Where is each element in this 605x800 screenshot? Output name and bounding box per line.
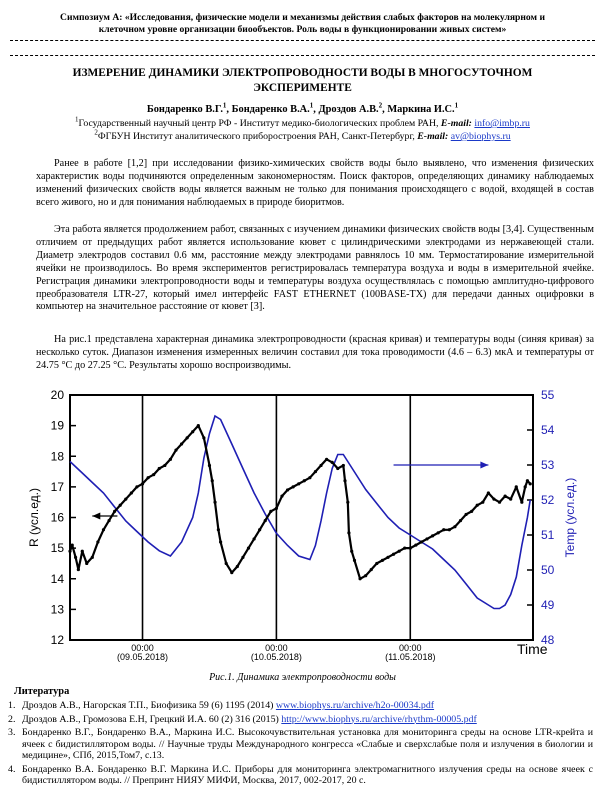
r-series-point [325,458,328,461]
r-series-point [197,424,200,427]
r-series-point [529,482,532,485]
r-series-point [225,562,228,565]
left-axis-label: R (усл.ед.) [27,488,41,547]
reference-text [22,700,593,712]
right-axis-tick-label: 54 [541,423,555,437]
r-series-point [303,479,306,482]
affiliation-1 [20,115,585,130]
figure-caption: Рис.1. Динамика электропроводности воды [209,672,396,683]
left-axis-tick-label: 12 [50,633,64,647]
r-series-point [247,547,250,550]
r-series-point [358,577,361,580]
r-series-point [308,476,311,479]
r-series-point [487,491,490,494]
temp-series-line [70,416,530,609]
r-series-point [292,485,295,488]
right-axis-tick-label: 52 [541,493,555,507]
r-series-point [464,513,467,516]
reference-item [8,727,593,762]
date-marker-date: (10.05.2018) [250,652,302,662]
author-separator: , [382,104,388,115]
r-series-point [398,550,401,553]
author-name: Маркина И.С. [387,104,455,115]
author-affiliation-sup: 1 [222,101,227,110]
r-series-point [331,461,334,464]
r-series-point [135,485,138,488]
date-marker-time: 00:00 [265,643,288,653]
author-affiliation-sup: 1 [309,101,314,110]
right-axis-tick-label: 49 [541,598,555,612]
reference-list [8,700,593,789]
r-series-point [219,540,222,543]
symposium-line-1: Симпозиум А: «Исследования, физические модели и механизмы действия слабых факторов на молекулярном и [60,12,545,23]
reference-text [22,714,593,726]
reference-text: Бондаренко В.А. Бондаренко В.Г. Маркина И.С. Приборы для мониторинга электромагнитного излучения среды на основе ячеек с бидистиллятором воды. // Препринт НИЯУ МИФИ, Москва, 2017, 002-2017, 20 с. [22,763,593,786]
affiliation-sup: 1 [75,115,79,124]
r-series-point [141,482,144,485]
affiliation-text: ФГБУН Институт аналитического приборостроения РАН, Санкт-Петербург, [97,131,418,142]
r-series-point [102,528,105,531]
r-series-point [152,473,155,476]
r-series-point [364,574,367,577]
r-series-point [217,528,220,531]
date-marker-date: (11.05.2018) [385,652,436,662]
r-series-point [264,519,267,522]
x-axis-label: Time [517,641,548,657]
author-separator: , [313,104,319,115]
r-series-point [163,464,166,467]
r-series-point [107,519,110,522]
affiliation-2 [20,128,585,143]
header-divider [10,40,595,41]
left-axis-tick-label: 16 [50,510,64,525]
date-marker-date: (09.05.2018) [116,652,169,662]
author-name: Дроздов А.В. [318,104,379,115]
literature-heading: Литература [14,686,70,697]
r-series-point [119,504,122,507]
reference-item [8,700,593,712]
r-series-point [91,556,94,559]
r-series-point [124,498,127,501]
r-series-point [71,543,74,546]
r-series-point [375,562,378,565]
reference-body: Дроздов А.В., Нагорская Т.П., Биофизика 59 (6) 1195 (2014) [22,700,276,711]
affiliation-sup: 2 [94,128,98,137]
r-series-point [526,479,529,482]
r-series-point [425,537,428,540]
r-series-point [280,494,283,497]
reference-link[interactable]: www.biophys.ru/archive/h2o-00034.pdf [275,700,435,711]
r-series-point [211,479,214,482]
r-series-point [297,482,300,485]
symposium-line-2: клеточном уровне организации биообъектов. Роль воды в функционировании живых систем» [98,24,507,35]
date-marker-time: 00:00 [399,643,422,653]
author-affiliation-sup: 1 [454,101,459,110]
author-name: Бондаренко В.Г. [146,104,223,115]
r-series-point [504,494,507,497]
r-series-point [191,430,194,433]
body-text [36,158,594,210]
title-line-1: ИЗМЕРЕНИЕ ДИНАМИКИ ЭЛЕКТРОПРОВОДНОСТИ ВОДЫ В МНОГОСУТОЧНОМ [72,67,533,79]
paragraph: На рис.1 представлена характерная динамика электропроводности (красная кривая) и температуры воды (синяя кривая) за несколько суток. Диапазон изменения измеренных величин составил для тока проводимости (4.6 – 6.3) мкА и температуры от 24.75 °С до 27.25 °С. Результаты хорошо воспроизводимы. [36,334,594,371]
author-list [40,103,565,116]
r-series-point [350,550,353,553]
left-axis-tick-label: 18 [50,449,64,464]
r-series-point [158,467,161,470]
r-series-point [269,510,272,513]
r-series-point [186,436,189,439]
author-affiliation-sup: 2 [378,101,383,110]
r-series-point [342,464,345,467]
right-axis-tick-label: 48 [541,633,555,647]
r-series-point [492,498,495,501]
symposium-header [22,12,583,36]
r-series-point [524,485,527,488]
r-series-point [386,556,389,559]
r-series-point [420,540,423,543]
r-series-point [202,436,205,439]
reference-number: 4. [8,763,16,775]
r-series-point [448,528,451,531]
r-series-point [241,556,244,559]
r-series-point [213,501,216,504]
r-series-point [515,485,518,488]
r-series-point [481,501,484,504]
conductivity-chart [8,378,598,674]
left-axis-tick-label: 14 [50,571,64,586]
r-series-point [85,562,88,565]
r-series-point [343,479,346,482]
r-series-point [370,568,373,571]
r-series-point [336,467,339,470]
email-link[interactable]: info@imbp.ru [474,118,530,129]
body-text [36,224,594,314]
r-series-point [347,531,350,534]
r-series-point [346,501,349,504]
r-series-point [81,550,84,553]
r-series-point [476,504,479,507]
right-axis-tick-label: 55 [541,388,555,402]
r-series-point [509,498,512,501]
left-axis-tick-label: 20 [50,388,64,402]
reference-item [8,764,593,787]
arrow-head-left [92,512,100,519]
r-series-point [459,519,462,522]
r-series-point [409,547,412,550]
r-series-point [180,442,183,445]
r-series-point [77,568,80,571]
r-series-point [520,501,523,504]
reference-link[interactable]: http://www.biophys.ru/archive/rhythm-00005.pdf [281,713,477,725]
r-series-point [230,571,233,574]
r-series-point [414,543,417,546]
r-series-point [258,528,261,531]
paragraph: Ранее в работе [1,2] при исследовании физико-химических свойств воды было выявлено, что изменения физических характеристик воды подчиняются определенным закономерностям. Поиск факторов, определяющих динамику наблюдаемых изменений физических свойств воды является важным не только для понимания происходящего с водой, входящей в состав всего живого, но и для понимания наблюдаемых в природе биоритмов. [36,158,594,208]
reference-item [8,714,593,726]
header-divider-2 [10,55,595,56]
r-series-point [442,528,445,531]
reference-body: Дроздов А.В., Громозова Е.Н, Грецкий И.А. 60 (2) 316 (2015) [22,713,282,725]
r-series-point [403,547,406,550]
r-series-point [208,464,211,467]
arrow-head-right [480,462,488,469]
r-series-point [431,534,434,537]
left-axis-tick-label: 13 [50,602,64,617]
r-series-point [453,525,456,528]
r-series-point [174,449,177,452]
r-series-point [96,540,99,543]
reference-number: 3. [8,727,16,738]
email-label: E-mail: [417,131,449,142]
r-series-point [314,470,317,473]
reference-number: 2. [8,713,16,725]
left-axis-tick-label: 19 [50,418,64,433]
date-marker-time: 00:00 [131,643,154,653]
paper-title [40,66,565,96]
r-series-point [130,491,133,494]
title-line-2: ЭКСПЕРИМЕНТЕ [253,82,352,94]
r-series-point [437,531,440,534]
r-series-point [498,501,501,504]
right-axis-tick-label: 51 [541,528,555,542]
r-series-point [113,510,116,513]
right-axis-tick-label: 53 [541,458,555,472]
left-axis-tick-label: 15 [50,541,64,556]
r-series-point [74,556,77,559]
r-series-point [252,537,255,540]
email-link[interactable]: av@biophys.ru [450,131,511,142]
author-separator: , [226,104,232,115]
r-series-point [319,464,322,467]
left-axis-tick-label: 17 [50,479,64,494]
r-series-point [275,507,278,510]
reference-number: 1. [8,700,16,711]
r-series-point [470,510,473,513]
r-series-point [286,488,289,491]
email-label: E-mail: [440,118,472,129]
author-name: Бондаренко В.А. [231,104,310,115]
right-axis-label: Temp (усл.ед.) [563,477,577,558]
reference-text: Бондаренко В.Г., Бондаренко В.А., Маркина И.С. Высокочувствительная установка для мониторинга среды на основе LTR-крейта и ячеек с бидистиллятором воды. // Научные труды Международного конгресса «Слабые и сверхслабые поля и излучения в биологии и медицине», СПб, 2015,Том7, с.13. [22,727,593,761]
r-series-point [146,476,149,479]
right-axis-tick-label: 50 [541,563,555,577]
affiliation-text: Государственный научный центр РФ - Институт медико-биологических проблем РАН, [78,118,441,129]
r-series-point [392,553,395,556]
body-text [36,334,594,373]
r-series-point [68,550,71,553]
paragraph: Эта работа является продолжением работ, связанных с изучением динамики физических свойств воды [3,4]. Существенным отличием от предыдущих работ является использование кювет с цилиндрическими электродами из нержавеющей стали. Диаметр электродов составил 0.6 мм, расстояние между электродами равнялось 10 мм. Термостатирование измерительной ячейки не производилось. Во время экспериментов регистрировалась температура воздуха и воды в измерительной ячейке. Регистрация динамики электропроводности воды и температуры воздуха осуществлялась с помощью амплитудно-цифрового преобразователя LTR-27, который имел интерфейс FAST ETHERNET (100BASE-TX) для передачи данных оцифровки в компьютер на значительное расстояние от кювет [3]. [36,224,594,313]
r-series-point [353,559,356,562]
r-series-point [169,458,172,461]
r-series-point [381,559,384,562]
r-series-point [236,565,239,568]
